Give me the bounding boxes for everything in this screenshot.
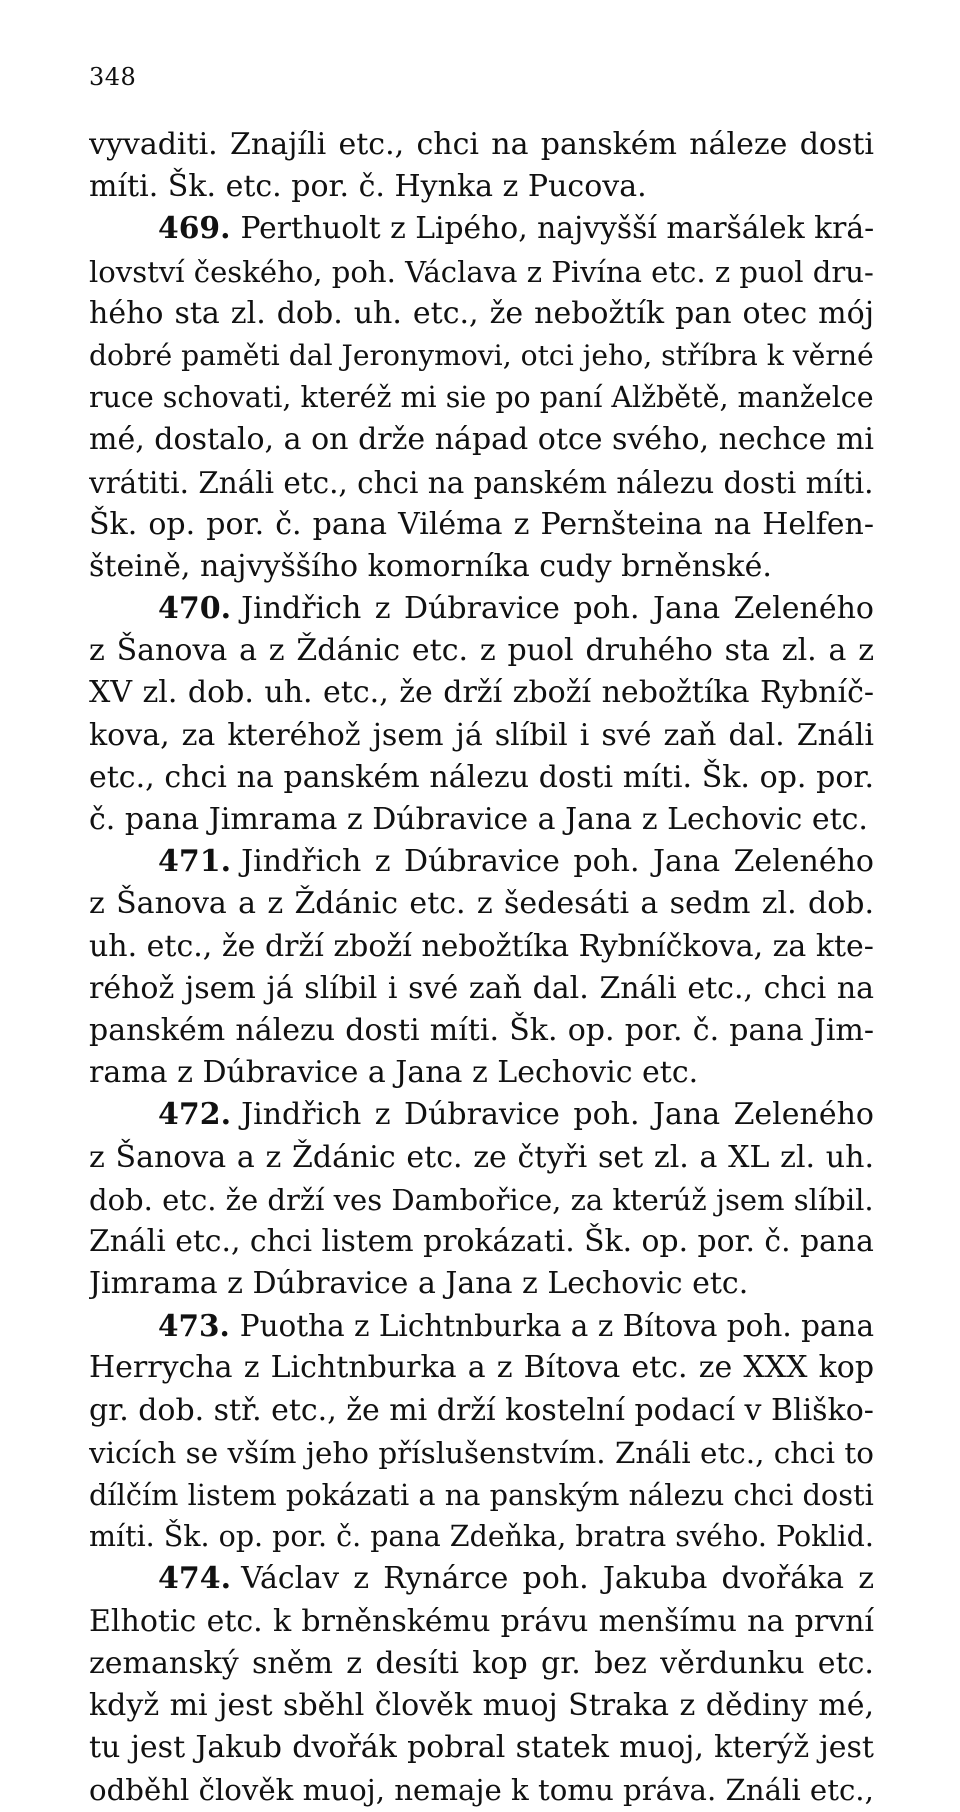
text-line: [89, 1263, 874, 1305]
page-number: 348: [89, 63, 137, 91]
text-line: [89, 251, 874, 293]
text-line: [89, 124, 874, 166]
line-text: když mi jest sběhl člověk muoj Straka z dědiny mé,: [89, 1687, 874, 1723]
text-line: [89, 757, 874, 799]
text-line: [89, 293, 874, 335]
line-text: réhož jsem já slíbil i své zaň dal. Ználi etc., chci na: [89, 970, 874, 1006]
text-line: [89, 715, 874, 757]
line-text: dobré paměti dal Jeronymovi, otci jeho, stříbra k věrné: [89, 338, 874, 372]
text-line: [89, 1474, 874, 1516]
line-text: Perthuolt z Lipého, najvyšší maršálek krá-: [240, 211, 874, 247]
line-text: uh. etc., že drží zboží nebožtíka Rybníčkova, za kte-: [89, 928, 874, 964]
line-text: panském nálezu dosti míti. Šk. op. por. č. pana Jim-: [89, 1012, 874, 1048]
line-text: mé, dostalo, a on drže nápad otce svého, nechce mi: [89, 422, 874, 458]
line-text: gr. dob. stř. etc., že mi drží kostelní podací v Bliško-: [89, 1392, 874, 1428]
text-line: [89, 1601, 874, 1643]
line-text: Puotha z Lichtnburka a z Bítova poh. pana: [239, 1309, 874, 1344]
text-line: [89, 504, 874, 546]
text-line: [89, 1010, 874, 1052]
text-line: [89, 1052, 874, 1094]
text-line: [89, 166, 874, 208]
text-line: [89, 1137, 874, 1179]
text-line: [89, 1516, 874, 1558]
text-line: [89, 1769, 874, 1811]
text-line: [89, 419, 874, 461]
line-text: Ználi etc., chci listem prokázati. Šk. op. por. č. pana: [89, 1223, 874, 1259]
line-text: kova, za kteréhož jsem já slíbil i své zaň dal. Ználi: [89, 717, 874, 753]
line-text: Jindřich z Dúbravice poh. Jana Zeleného: [241, 1097, 874, 1133]
line-text: Šk. op. por. č. pana Viléma z Pernšteina na Helfen-: [89, 506, 874, 542]
entry-start-line: [89, 1305, 874, 1347]
entry-start-line: [89, 841, 874, 883]
entry-start-line: [89, 1094, 874, 1136]
entry-number: 474.: [158, 1561, 232, 1597]
text-line: [89, 1685, 874, 1727]
text-line: [89, 1643, 874, 1685]
entry-number: 470.: [158, 591, 232, 627]
line-text: Jimrama z Dúbravice a Jana z Lechovic etc.: [89, 1266, 749, 1302]
line-text: hého sta zl. dob. uh. etc., že nebožtík pan otec mój: [89, 295, 874, 331]
line-text: šteině, najvyššího komorníka cudy brněnské.: [89, 548, 772, 584]
text-line: [89, 799, 874, 841]
entry-start-line: [89, 208, 874, 250]
line-text: zemanský sněm z desíti kop gr. bez věrdunku etc.: [89, 1645, 874, 1681]
text-line: [89, 546, 874, 588]
line-text: vrátiti. Ználi etc., chci na panském nálezu dosti míti.: [89, 465, 874, 500]
entry-start-line: [89, 588, 874, 630]
line-text: Elhotic etc. k brněnskému právu menšímu na první: [89, 1603, 874, 1639]
text-line: [89, 1179, 874, 1221]
entry-number: 471.: [158, 844, 232, 880]
text-line: [89, 335, 874, 377]
entry-number: 472.: [158, 1097, 232, 1133]
line-text: Jindřich z Dúbravice poh. Jana Zeleného: [241, 591, 874, 627]
text-line: [89, 672, 874, 714]
text-line: [89, 883, 874, 925]
line-text: dob. etc. že drží ves Dambořice, za kterúž jsem slíbil.: [89, 1182, 874, 1217]
line-text: z Šanova a z Ždánic etc. ze čtyři set zl. a XL zl. uh.: [89, 1139, 874, 1175]
text-line: [89, 630, 874, 672]
line-text: Herrycha z Lichtnburka a z Bítova etc. ze XXX kop: [89, 1350, 874, 1386]
line-text: rama z Dúbravice a Jana z Lechovic etc.: [89, 1055, 699, 1091]
line-text: etc., chci na panském nálezu dosti míti. Šk. op. por.: [89, 759, 874, 795]
line-text: č. pana Jimrama z Dúbravice a Jana z Lechovic etc.: [89, 802, 868, 837]
text-line: [89, 1432, 874, 1474]
text-line: [89, 1347, 874, 1389]
text-line: [89, 1221, 874, 1263]
line-text: vicích se vším jeho příslušenstvím. Ználi etc., chci to: [89, 1435, 874, 1470]
line-text: odběhl člověk muoj, nemaje k tomu práva. Ználi etc.,: [89, 1773, 874, 1808]
line-text: tu jest Jakub dvořák pobral statek muoj, kterýž jest: [89, 1730, 874, 1766]
line-text: Václav z Rynárce poh. Jakuba dvořáka z: [241, 1561, 874, 1597]
text-line: [89, 926, 874, 968]
line-text: lovství českého, poh. Václava z Pivína etc. z puol dru-: [89, 254, 874, 289]
text-line: [89, 1727, 874, 1769]
line-text: míti. Šk. etc. por. č. Hynka z Pucova.: [89, 169, 647, 205]
line-text: míti. Šk. op. por. č. pana Zdeňka, bratra svého. Poklid.: [89, 1520, 874, 1554]
entry-number: 469.: [158, 211, 231, 247]
line-text: z Šanova a z Ždánic etc. z šedesáti a sedm zl. dob.: [89, 886, 874, 922]
text-line: [89, 377, 874, 419]
line-text: Jindřich z Dúbravice poh. Jana Zeleného: [241, 844, 874, 880]
body-text: [89, 124, 874, 1812]
entry-number: 473.: [158, 1308, 230, 1344]
text-line: [89, 462, 874, 504]
entry-start-line: [89, 1558, 874, 1600]
line-text: ruce schovati, kteréž mi sie po paní Alžbětě, manželce: [89, 381, 874, 415]
line-text: vyvaditi. Znajíli etc., chci na panském náleze dosti: [89, 127, 874, 162]
text-line: [89, 968, 874, 1010]
text-line: [89, 1390, 874, 1432]
line-text: z Šanova a z Ždánic etc. z puol druhého sta zl. a z: [89, 633, 874, 669]
line-text: XV zl. dob. uh. etc., že drží zboží nebožtíka Rybníč-: [89, 675, 874, 711]
line-text: dílčím listem pokázati a na panským nálezu chci dosti: [89, 1478, 874, 1512]
